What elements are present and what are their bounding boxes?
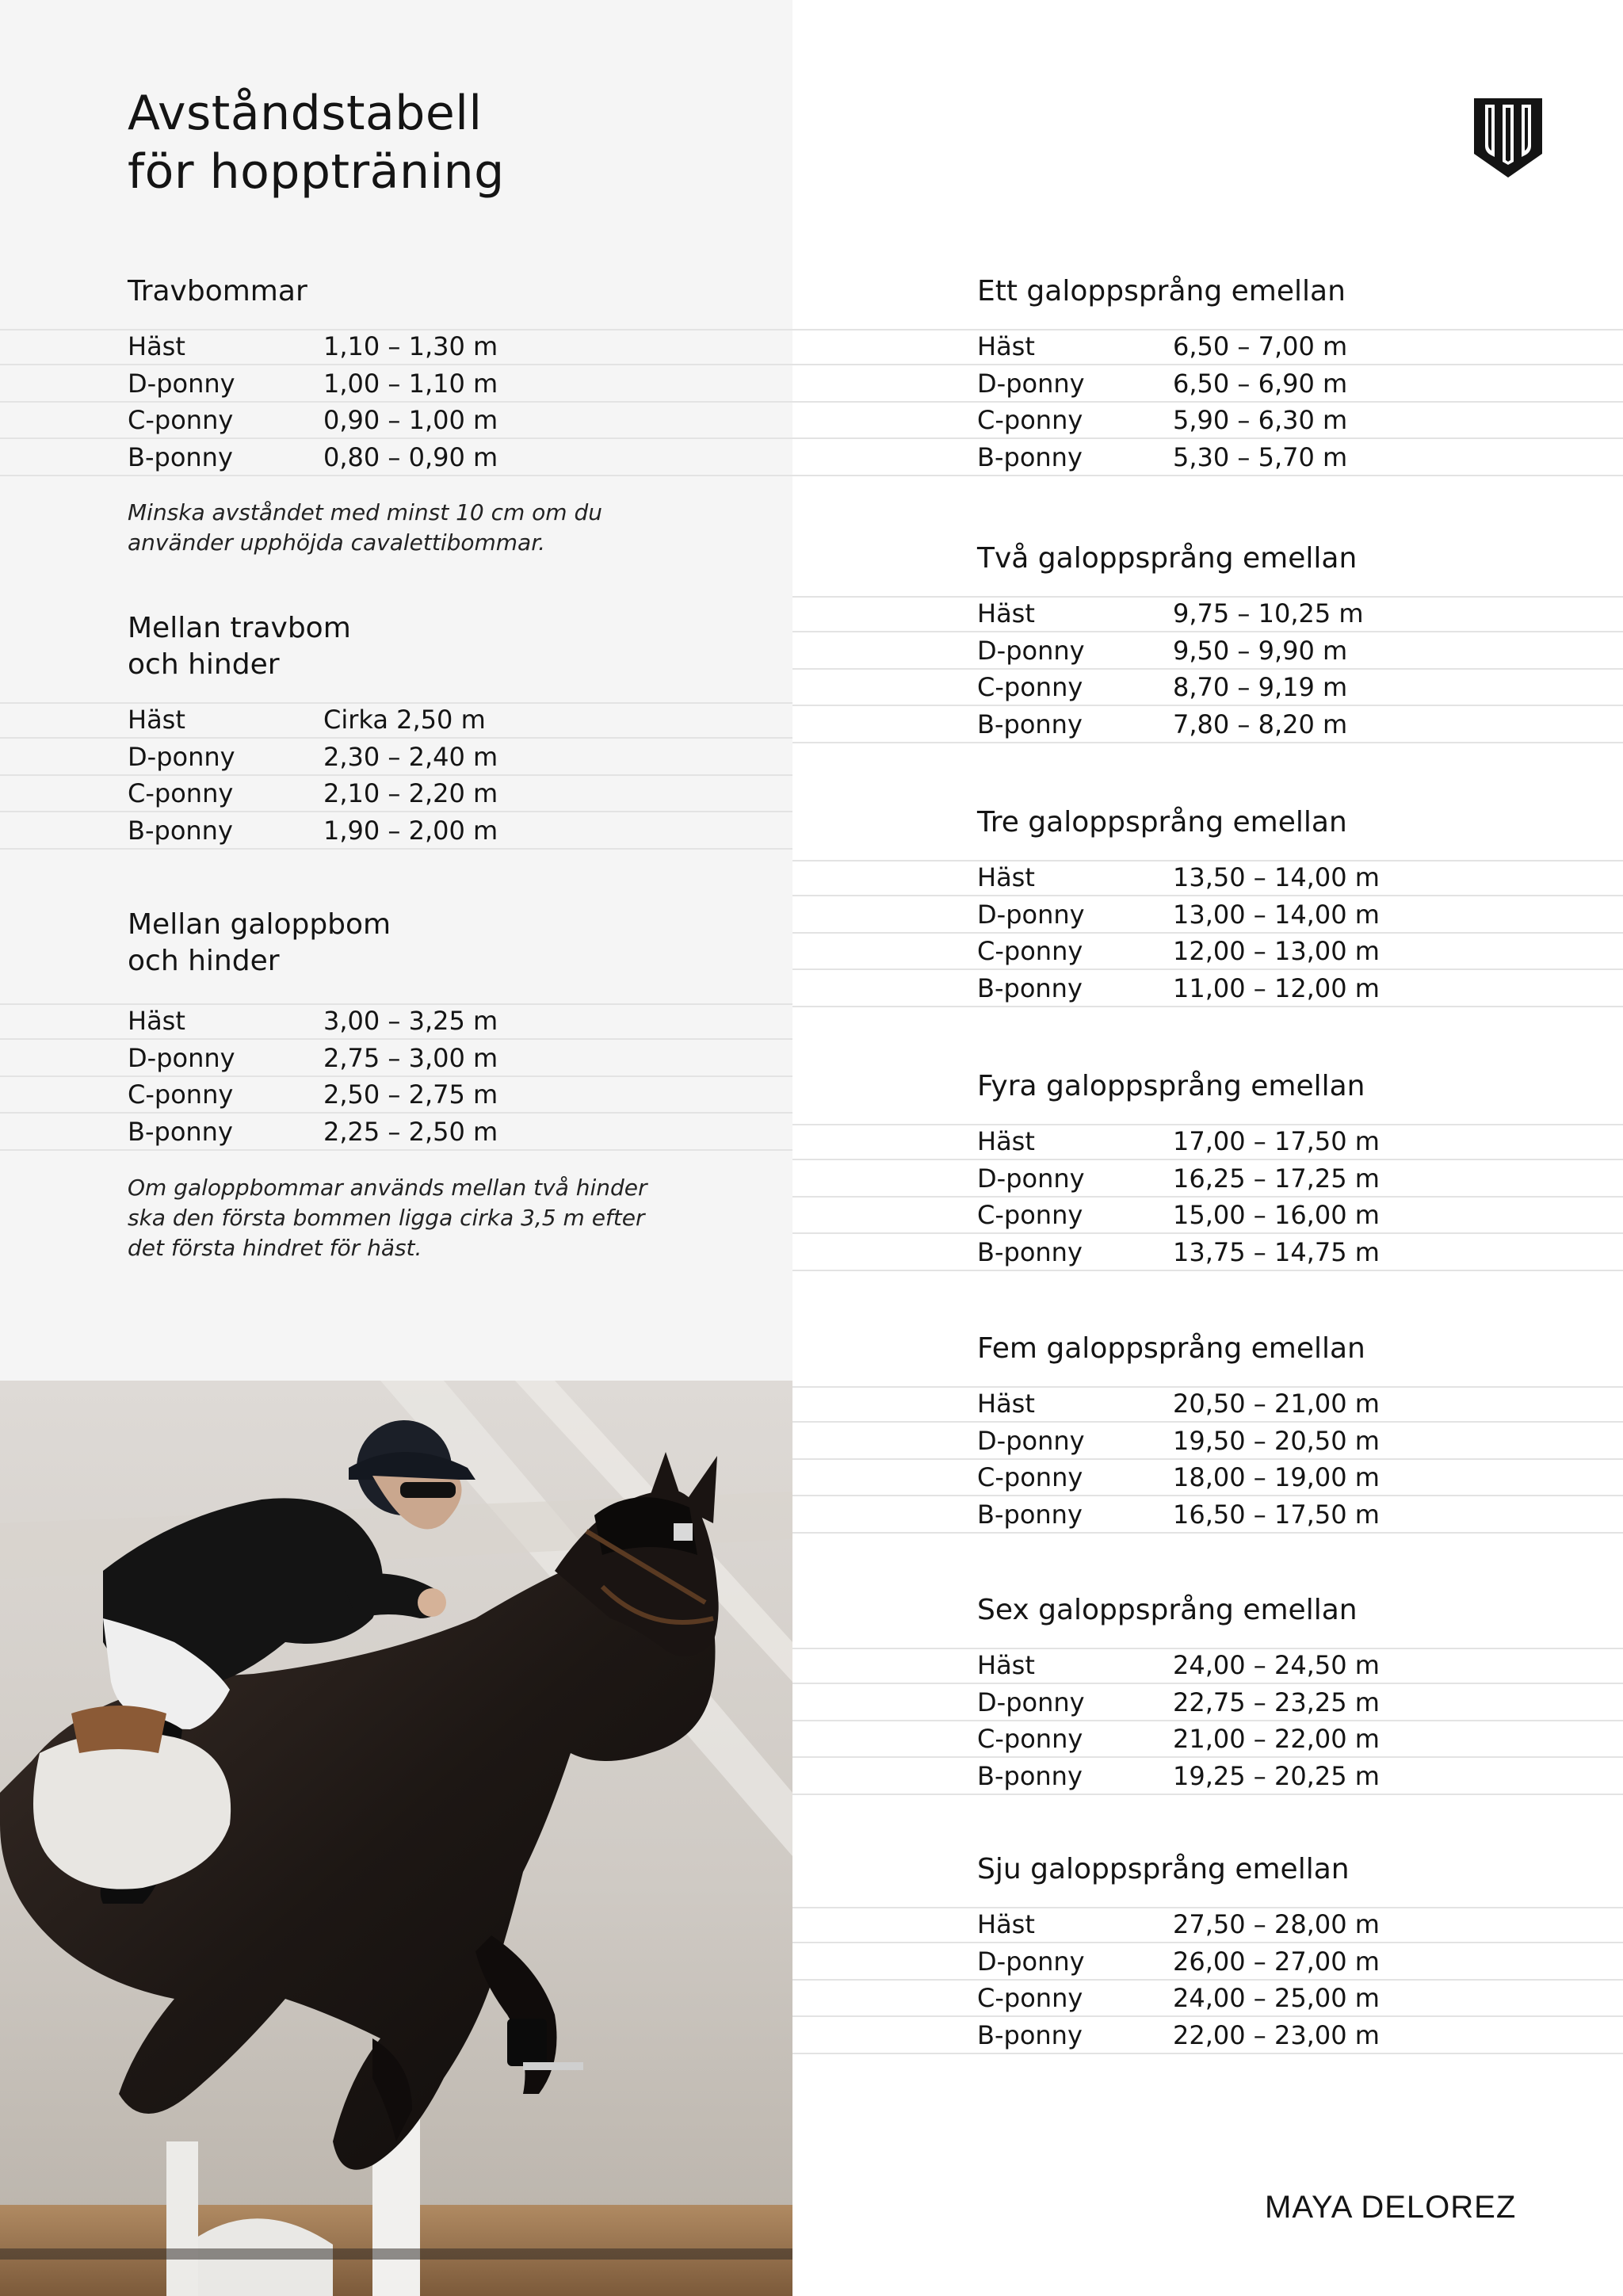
row-label: Häst — [977, 1650, 1035, 1680]
section-title: Sju galoppsprång emellan — [977, 1853, 1350, 1885]
row-label: D-ponny — [977, 899, 1085, 930]
table-row — [0, 366, 792, 403]
row-value: 0,90 – 1,00 m — [323, 405, 498, 435]
table-row — [792, 1124, 1623, 1160]
table-row — [792, 1685, 1623, 1721]
row-value: 2,50 – 2,75 m — [323, 1079, 498, 1110]
row-label: B-ponny — [977, 1499, 1083, 1530]
section-title — [128, 273, 307, 310]
row-label: C-ponny — [977, 405, 1083, 435]
row-value: 2,75 – 3,00 m — [323, 1042, 498, 1073]
row-label: B-ponny — [128, 815, 233, 846]
row-value: 22,75 – 23,25 m — [1173, 1687, 1380, 1717]
row-value: 9,50 – 9,90 m — [1173, 635, 1348, 666]
row-label: Häst — [977, 1126, 1035, 1156]
row-value: 16,50 – 17,50 m — [1173, 1499, 1380, 1530]
row-label: D-ponny — [977, 1946, 1085, 1977]
row-label: B-ponny — [128, 441, 233, 472]
row-value: 2,25 – 2,50 m — [323, 1116, 498, 1147]
table-row — [792, 403, 1623, 439]
table-row — [792, 670, 1623, 706]
row-label: D-ponny — [977, 1163, 1085, 1194]
row-value: 13,00 – 14,00 m — [1173, 899, 1380, 930]
section-title-line: Mellan travbom — [128, 612, 351, 644]
row-label: B-ponny — [128, 1116, 233, 1147]
page-title-line-1: Avståndstabell — [128, 86, 483, 141]
row-value: 19,25 – 20,25 m — [1173, 1760, 1380, 1791]
table-row — [0, 1077, 792, 1114]
row-value: 1,10 – 1,30 m — [323, 331, 498, 361]
row-value: 13,75 – 14,75 m — [1173, 1236, 1380, 1267]
section-title-line: och hinder — [128, 648, 280, 681]
row-value: 1,90 – 2,00 m — [323, 815, 498, 846]
table-row — [792, 329, 1623, 365]
table-row — [792, 1759, 1623, 1795]
table-row — [792, 1907, 1623, 1943]
table-row — [792, 440, 1623, 476]
row-label: Häst — [977, 598, 1035, 628]
table-row — [0, 739, 792, 776]
row-value: 5,90 – 6,30 m — [1173, 405, 1348, 435]
row-value: 20,50 – 21,00 m — [1173, 1389, 1380, 1419]
row-value: 8,70 – 9,19 m — [1173, 672, 1348, 702]
table-row — [792, 1648, 1623, 1684]
row-value: 17,00 – 17,50 m — [1173, 1126, 1380, 1156]
row-value: 5,30 – 5,70 m — [1173, 441, 1348, 472]
table-row — [792, 1497, 1623, 1534]
row-label: Häst — [128, 1006, 185, 1036]
row-value: 2,10 – 2,20 m — [323, 778, 498, 808]
row-label: D-ponny — [128, 368, 235, 399]
page-title-line-2: för hoppträning — [128, 144, 505, 200]
row-label: Häst — [977, 862, 1035, 892]
row-label: B-ponny — [977, 1236, 1083, 1267]
row-value: 21,00 – 22,00 m — [1173, 1724, 1380, 1754]
row-value: 22,00 – 23,00 m — [1173, 2019, 1380, 2050]
table-row — [0, 1003, 792, 1040]
section-title: Två galoppsprång emellan — [977, 542, 1358, 575]
row-label: C-ponny — [977, 1724, 1083, 1754]
row-value: 19,50 – 20,50 m — [1173, 1425, 1380, 1456]
row-label: B-ponny — [977, 2019, 1083, 2050]
brand-wordmark: MAYA DELOREZ — [1265, 2190, 1517, 2225]
row-label: Häst — [977, 1389, 1035, 1419]
row-label: D-ponny — [977, 635, 1085, 666]
row-label: C-ponny — [128, 1079, 234, 1110]
row-label: Häst — [128, 705, 185, 735]
table-row — [792, 366, 1623, 403]
row-label: C-ponny — [128, 778, 234, 808]
row-value: 16,25 – 17,25 m — [1173, 1163, 1380, 1194]
row-label: C-ponny — [977, 1462, 1083, 1492]
page-title — [128, 84, 505, 201]
row-label: D-ponny — [128, 1042, 235, 1073]
row-value: 15,00 – 16,00 m — [1173, 1200, 1380, 1230]
table-row — [792, 1460, 1623, 1496]
table-row — [792, 1161, 1623, 1198]
table-row — [792, 1981, 1623, 2017]
section-note — [128, 1173, 647, 1263]
row-label: B-ponny — [977, 972, 1083, 1003]
row-label: Häst — [128, 331, 185, 361]
table-row — [792, 707, 1623, 743]
row-value: 27,50 – 28,00 m — [1173, 1909, 1380, 1939]
note-line: Minska avståndet med minst 10 cm om du — [128, 499, 602, 525]
section-title: Ett galoppsprång emellan — [977, 275, 1346, 308]
table-row — [0, 329, 792, 365]
table-row — [0, 440, 792, 476]
row-value: 24,00 – 24,50 m — [1173, 1650, 1380, 1680]
table-row — [792, 971, 1623, 1007]
row-label: B-ponny — [977, 1760, 1083, 1791]
table-row — [0, 403, 792, 439]
note-line: det första hindret för häst. — [128, 1235, 422, 1261]
row-label: B-ponny — [977, 441, 1083, 472]
row-value: 26,00 – 27,00 m — [1173, 1946, 1380, 1977]
shield-logo-icon — [1472, 97, 1544, 179]
row-value: 6,50 – 6,90 m — [1173, 368, 1348, 399]
table-row — [792, 2018, 1623, 2054]
table-row — [792, 1721, 1623, 1758]
row-label: Häst — [977, 1909, 1035, 1939]
row-value: 24,00 – 25,00 m — [1173, 1983, 1380, 2013]
table-row — [0, 1041, 792, 1077]
note-line: Om galoppbommar används mellan två hinder — [128, 1175, 647, 1201]
section-title: Fyra galoppsprång emellan — [977, 1070, 1365, 1102]
section-title: Sex galoppsprång emellan — [977, 1594, 1358, 1626]
row-label: C-ponny — [977, 936, 1083, 966]
section-note — [128, 498, 602, 558]
row-label: D-ponny — [977, 368, 1085, 399]
row-value: 1,00 – 1,10 m — [323, 368, 498, 399]
row-label: C-ponny — [977, 1983, 1083, 2013]
section-title: Tre galoppsprång emellan — [977, 806, 1347, 839]
section-title-line: Mellan galoppbom — [128, 908, 391, 941]
section-title — [128, 610, 351, 683]
note-line: ska den första bommen ligga cirka 3,5 m efter — [128, 1205, 645, 1231]
row-value: 18,00 – 19,00 m — [1173, 1462, 1380, 1492]
table-row — [792, 860, 1623, 896]
table-row — [792, 1198, 1623, 1234]
row-value: 13,50 – 14,00 m — [1173, 862, 1380, 892]
section-title-line: och hinder — [128, 945, 280, 977]
row-label: D-ponny — [977, 1687, 1085, 1717]
table-row — [0, 702, 792, 739]
table-row — [0, 813, 792, 850]
row-value: 7,80 – 8,20 m — [1173, 709, 1348, 739]
row-value: 12,00 – 13,00 m — [1173, 936, 1380, 966]
note-line: använder upphöjda cavalettibommar. — [128, 529, 546, 556]
table-row — [792, 934, 1623, 970]
table-row — [792, 1235, 1623, 1271]
row-label: B-ponny — [977, 709, 1083, 739]
table-row — [792, 897, 1623, 934]
section-title — [128, 907, 391, 980]
table-row — [0, 776, 792, 812]
row-label: C-ponny — [977, 672, 1083, 702]
section-title-line: Travbommar — [128, 275, 307, 308]
table-row — [792, 1386, 1623, 1423]
table-row — [792, 1944, 1623, 1981]
row-value: 9,75 – 10,25 m — [1173, 598, 1364, 628]
row-value: 6,50 – 7,00 m — [1173, 331, 1348, 361]
table-row — [0, 1114, 792, 1151]
row-value: 0,80 – 0,90 m — [323, 441, 498, 472]
row-value: 11,00 – 12,00 m — [1173, 972, 1380, 1003]
row-label: Häst — [977, 331, 1035, 361]
table-row — [792, 596, 1623, 632]
row-label: D-ponny — [128, 741, 235, 772]
row-label: C-ponny — [977, 1200, 1083, 1230]
section-title: Fem galoppsprång emellan — [977, 1332, 1365, 1365]
show-jumping-photo — [0, 1381, 792, 2296]
row-value: Cirka 2,50 m — [323, 705, 486, 735]
row-label: C-ponny — [128, 405, 234, 435]
row-value: 3,00 – 3,25 m — [323, 1006, 498, 1036]
row-value: 2,30 – 2,40 m — [323, 741, 498, 772]
row-label: D-ponny — [977, 1425, 1085, 1456]
table-row — [792, 633, 1623, 670]
table-row — [792, 1423, 1623, 1460]
